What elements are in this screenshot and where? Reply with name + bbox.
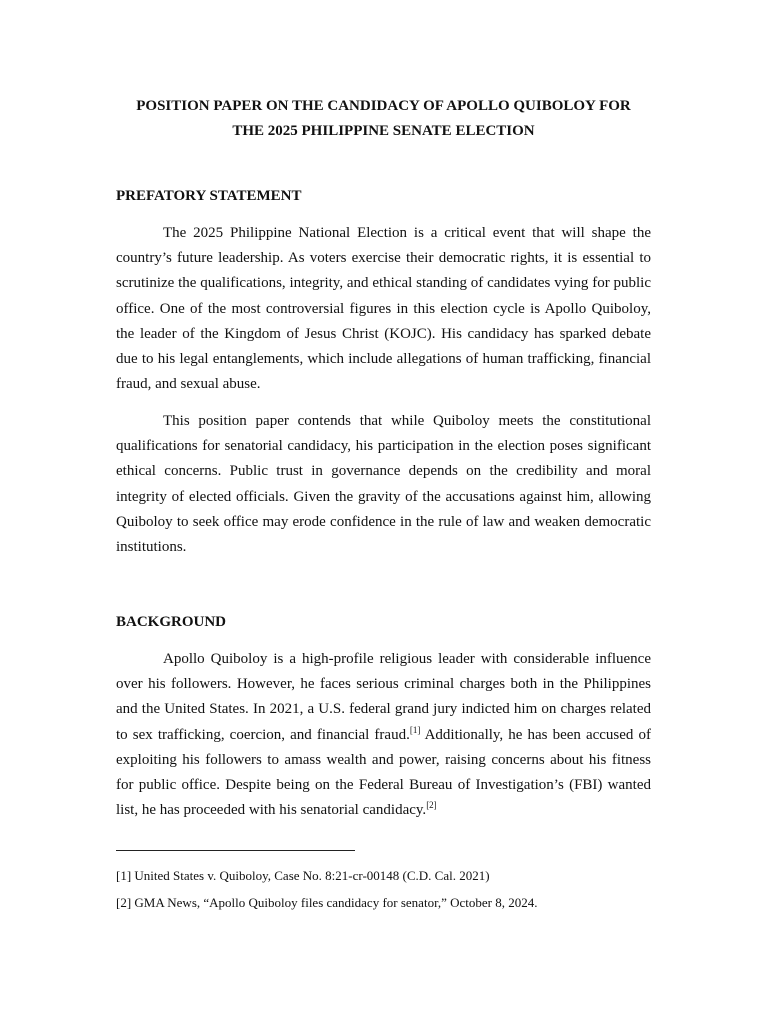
background-heading: BACKGROUND <box>116 614 227 630</box>
footnote-2: [2] GMA News, “Apollo Quiboloy files candidacy for senator,” October 8, 2024. <box>116 895 538 910</box>
footnote-ref-1[interactable]: [1] <box>409 724 421 735</box>
page-title <box>116 94 651 144</box>
prefatory-paragraph-1: The 2025 Philippine National Election is a critical event that will shape the country’s future leadership. As voters exercise their democratic rights, it is essential to scrutinize the qualifications, integrity, and ethical standing of candidates vying for public office. One of the most controversial figures in this election cycle is Apollo Quiboloy, the leader of the Kingdom of Jesus Christ (KOJC). His candidacy has sparked debate due to his legal entanglements, which include allegations of human trafficking, financial fraud, and sexual abuse. <box>116 225 651 393</box>
background-text-part-2: Additionally, he has been accused of exploiting his followers to amass wealth and power, raising concerns about his fitness for public office. Despite being on the Federal Bureau of Investigation’s (FBI) wanted list, he has proceeded with his senatorial candidacy. <box>116 726 651 819</box>
background-text-part-1: Apollo Quiboloy is a high-profile religious leader with considerable influence over his followers. However, he faces serious criminal charges both in the Philippines and the United States. In 2021, a U.S. federal grand jury indicted him on charges related to sex trafficking, coercion, and financial fraud. <box>116 651 651 743</box>
footnote-1: [1] United States v. Quiboloy, Case No. 8:21-cr-00148 (C.D. Cal. 2021) <box>116 868 490 883</box>
background-paragraph-1 <box>116 647 651 823</box>
footnote-divider <box>116 850 355 851</box>
footnote-ref-2[interactable]: [2] <box>426 800 437 811</box>
prefatory-paragraph-2: This position paper contends that while Quiboloy meets the constitutional qualifications for senatorial candidacy, his participation in the election poses significant ethical concerns. Public trust in governance depends on the credibility and moral integrity of elected officials. Given the gravity of the accusations against him, allowing Quiboloy to seek office may erode confidence in the rule of law and weaken democratic institutions. <box>116 413 651 556</box>
title-line-2: THE 2025 PHILIPPINE SENATE ELECTION <box>232 123 535 140</box>
title-line-1: POSITION PAPER ON THE CANDIDACY OF APOLLO QUIBOLOY FOR <box>136 98 631 115</box>
prefatory-heading: PREFATORY STATEMENT <box>116 188 302 204</box>
